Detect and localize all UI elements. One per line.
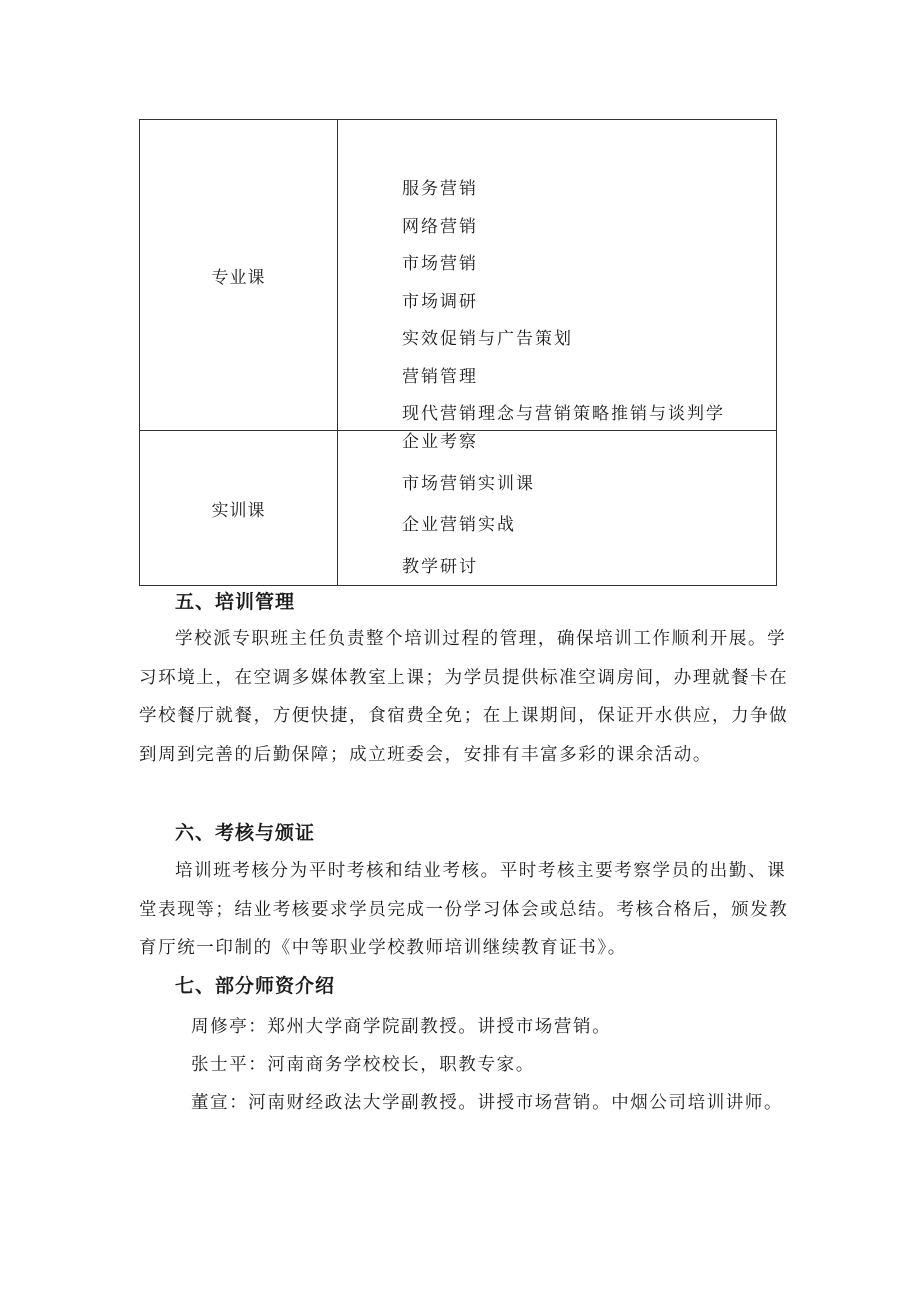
table-row	[140, 120, 777, 431]
list-item: 企业营销实战	[402, 515, 516, 535]
course-list	[402, 431, 535, 595]
section-heading: 六、考核与颁证	[175, 822, 316, 844]
list-item: 营销管理	[402, 366, 478, 387]
list-item: 现代营销理念与营销策略推销与谈判学	[402, 404, 725, 424]
list-item: 市场调研	[402, 291, 478, 312]
teacher-intro: 张士平：河南商务学校校长，职教专家。	[191, 1055, 535, 1075]
list-item: 实效促销与广告策划	[402, 329, 573, 349]
list-item: 市场营销	[402, 254, 478, 274]
course-category-label: 专业课	[140, 120, 338, 431]
course-table	[139, 119, 777, 586]
course-items-cell	[338, 120, 777, 431]
section-paragraph: 培训班考核分为平时考核和结业考核。平时考核主要考察学员的出勤、课堂表现等；结业考核要求学员完成一份学习体会或总结。考核合格后，颁发教育厅统一印制的《中等职业学校教师培训继续教育证书》。	[139, 861, 789, 958]
teacher-intro: 周修亭：郑州大学商学院副教授。讲授市场营销。	[191, 1017, 612, 1037]
section-heading: 七、部分师资介绍	[175, 975, 336, 997]
course-list	[402, 176, 725, 439]
section-paragraph: 学校派专职班主任负责整个培训过程的管理，确保培训工作顺利开展。学习环境上，在空调多媒体教室上课；为学员提供标准空调房间，办理就餐卡在学校餐厅就餐，方便快捷，食宿费全免；在上课期间，保证开水供应，力争做到周到完善的后勤保障；成立班委会，安排有丰富多彩的课余活动。	[139, 629, 789, 765]
course-category-label: 实训课	[140, 431, 338, 586]
list-item: 服务营销	[402, 179, 478, 199]
list-item: 教学研讨	[402, 556, 478, 577]
list-item: 市场营销实训课	[402, 473, 535, 494]
section-heading: 五、培训管理	[175, 591, 296, 613]
table-row	[140, 431, 777, 586]
list-item: 企业考察	[402, 432, 478, 452]
list-item: 网络营销	[402, 216, 478, 237]
teacher-intro: 董宣：河南财经政法大学副教授。讲授市场营销。中烟公司培训讲师。	[191, 1093, 784, 1113]
course-items-cell	[338, 431, 777, 586]
